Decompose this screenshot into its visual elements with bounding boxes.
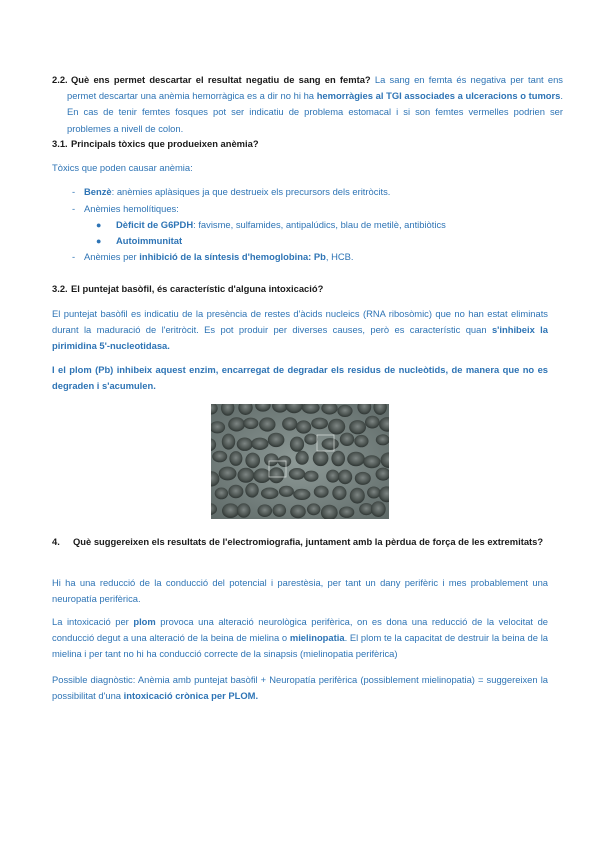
sub-item-g6pdh: ● Dèficit de G6PDH: favisme, sulfamides, antipalúdics, blau de metilè, antibiòtics <box>96 217 446 233</box>
section-3-1-heading: 3.1. Principals tòxics que produeixen anèmia? <box>52 138 259 149</box>
red-blood-cell-icon <box>243 418 258 429</box>
blood-smear-micrograph-icon <box>211 404 389 519</box>
section-number: 2.2. <box>52 74 68 85</box>
red-blood-cell-icon <box>259 417 275 431</box>
red-blood-cell-icon <box>337 405 352 417</box>
basophil-paragraph: El puntejat basòfil es indicatiu de la presència de restes d'àcids nucleics (RNA ribosòmic) que no han estat eliminats durant la maduració de l'eritròcit. Es pot produir per diverses causes, però es característic quan s'inhibeix la pirimidina 5'-nucleotidasa. <box>52 308 548 352</box>
red-blood-cell-icon <box>261 488 279 500</box>
question-4: Què suggereixen els resultats de l'electromiografia, juntament amb la pèrdua de força de les extremitats? <box>73 536 544 547</box>
red-blood-cell-icon <box>279 486 294 497</box>
red-blood-cell-icon <box>304 471 319 482</box>
list-item-benzene: - Benzè: anèmies aplàsiques ja que destrueix els precursors dels eritròcits. <box>72 186 391 197</box>
red-blood-cell-icon <box>311 418 328 430</box>
red-blood-cell-icon <box>228 485 243 499</box>
red-blood-cell-icon <box>350 488 365 504</box>
red-blood-cell-icon <box>332 486 346 500</box>
red-blood-cell-icon <box>296 451 309 465</box>
red-blood-cell-icon <box>238 468 255 483</box>
blood-smear-image <box>211 404 389 519</box>
red-blood-cell-icon <box>290 505 306 519</box>
section-2-2 <box>52 72 563 137</box>
red-blood-cell-icon <box>215 488 228 500</box>
answer-text-end: . En cas de tenir femtes fosques pot ser indicatiu de problema estomacal i si son femtes vermelles podrien ser problemes a nivell de colon. <box>67 90 563 134</box>
red-blood-cell-icon <box>245 483 258 498</box>
red-blood-cell-icon <box>376 434 389 445</box>
red-blood-cell-icon <box>268 433 285 447</box>
red-blood-cell-icon <box>313 451 329 467</box>
red-blood-cell-icon <box>289 468 305 480</box>
red-blood-cell-icon <box>237 503 251 518</box>
red-blood-cell-icon <box>222 434 235 450</box>
red-blood-cell-icon <box>363 455 380 468</box>
red-blood-cell-icon <box>253 468 270 483</box>
red-blood-cell-icon <box>229 451 242 466</box>
red-blood-cell-icon <box>293 489 310 500</box>
red-blood-cell-icon <box>269 467 284 483</box>
red-blood-cell-icon <box>354 435 368 447</box>
red-blood-cell-icon <box>371 501 386 517</box>
emg-paragraph: Hi ha una reducció de la conducció del potencial i parestèsia, per tant un dany perifèric i mes probablement una neuropatía perifèrica. <box>52 577 548 605</box>
red-blood-cell-icon <box>326 470 339 483</box>
red-blood-cell-icon <box>338 470 352 485</box>
section-3-2-heading: 3.2. El puntejat basòfil, és característic d'alguna intoxicació? <box>52 283 324 294</box>
question-3-1: Principals tòxics que produeixen anèmia? <box>71 138 259 149</box>
red-blood-cell-icon <box>322 438 339 450</box>
list-item-hemolytic: - Anèmies hemolítiques: <box>72 203 179 214</box>
red-blood-cell-icon <box>307 503 320 515</box>
red-blood-cell-icon <box>340 433 354 446</box>
red-blood-cell-icon <box>212 451 227 463</box>
red-blood-cell-icon <box>296 420 311 433</box>
red-blood-cell-icon <box>237 438 253 451</box>
question-3-2: El puntejat basòfil, és característic d'alguna intoxicació? <box>71 283 324 294</box>
question-2-2: Què ens permet descartar el resultat negatiu de sang en femta? <box>71 74 371 85</box>
toxics-intro: Tòxics que poden causar anèmia: <box>52 162 193 173</box>
red-blood-cell-icon <box>222 503 239 518</box>
red-blood-cell-icon <box>304 434 317 445</box>
answer-text: La sang en femta és negativa per tant ens permet descartar una anèmia hemorràgica es a dir no hi ha <box>67 74 563 102</box>
red-blood-cell-icon <box>251 438 268 450</box>
red-blood-cell-icon <box>347 452 365 466</box>
red-blood-cell-icon <box>339 507 354 518</box>
red-blood-cell-icon <box>355 472 371 485</box>
red-blood-cell-icon <box>365 416 380 429</box>
red-blood-cell-icon <box>219 467 237 481</box>
lead-neuro-paragraph: La intoxicació per plom provoca una alteració neurològica perifèrica, on es dona una reducció de la velocitat de conducció degut a una alteració de la beina de mielina o mielinopatia. El plom te la capacitat de destruir la beina de la mielina i per tant no hi ha conducció correcte de la sinapsis (mielinopatia perifèrica) <box>52 616 548 660</box>
red-blood-cell-icon <box>264 453 278 466</box>
red-blood-cell-icon <box>331 451 345 466</box>
section-4-heading: 4. Què suggereixen els resultats de l'electromiografia, juntament amb la pèrdua de força de les extremitats? <box>52 536 544 547</box>
red-blood-cell-icon <box>245 453 260 469</box>
red-blood-cell-icon <box>228 417 245 431</box>
sub-item-autoimmunity: ● Autoimmunitat <box>96 233 182 249</box>
answer-bold: hemorràgies al TGI associades a ulceracions o tumors <box>316 90 561 102</box>
red-blood-cell-icon <box>314 486 329 498</box>
red-blood-cell-icon <box>273 504 287 517</box>
bullet-icon: ● <box>96 220 102 230</box>
red-blood-cell-icon <box>290 437 304 452</box>
red-blood-cell-icon <box>367 487 380 499</box>
list-item-hemoglobin: - Anèmies per inhibició de la síntesis d'hemoglobina: Pb, HCB. <box>72 251 354 262</box>
red-blood-cell-icon <box>258 504 273 517</box>
lead-paragraph: I el plom (Pb) inhibeix aquest enzim, encarregat de degradar els residus de nucleòtids, de manera que no es degraden i s'acumulen. <box>52 364 548 392</box>
bullet-icon: ● <box>96 236 102 246</box>
red-blood-cell-icon <box>349 420 366 434</box>
red-blood-cell-icon <box>328 419 345 435</box>
red-blood-cell-icon <box>282 417 297 430</box>
diagnosis-paragraph: Possible diagnòstic: Anèmia amb puntejat basòfil + Neuropatía perifèrica (possiblement mielinopatia) = suggereixen la possibilitat d'una intoxicació crònica per PLOM. <box>52 674 548 702</box>
